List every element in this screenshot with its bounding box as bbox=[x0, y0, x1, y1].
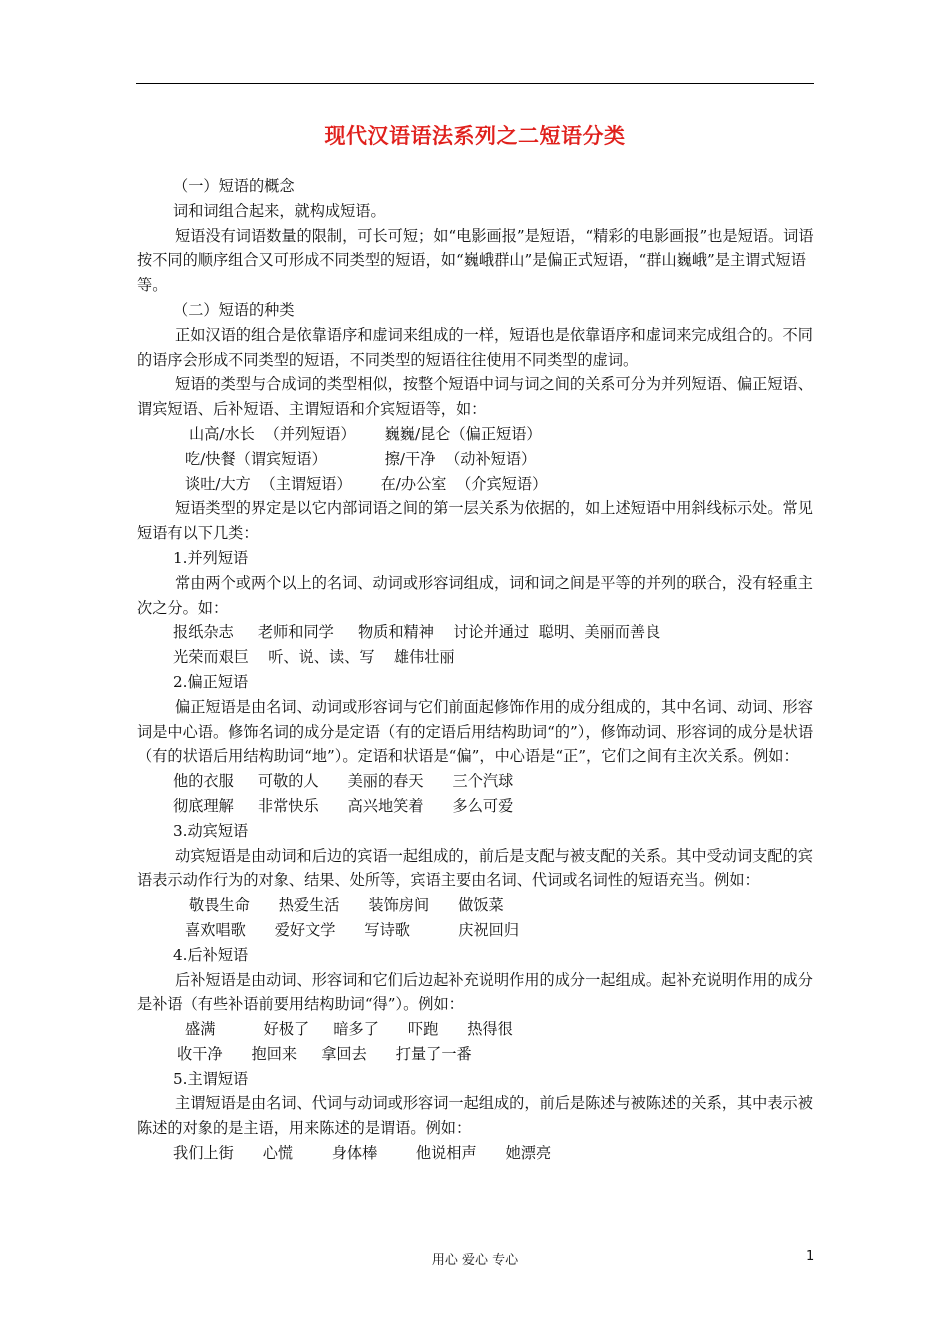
paragraph: 常由两个或两个以上的名词、动词或形容词组成，词和词之间是平等的并列的联合，没有轻重主次之分。如： bbox=[137, 573, 813, 617]
document-title: 现代汉语语法系列之二短语分类 bbox=[324, 124, 626, 148]
example-line: 彻底理解 非常快乐 高兴地笑着 多么可爱 bbox=[173, 796, 514, 815]
section-heading: （一）短语的概念 bbox=[173, 177, 295, 195]
section-heading: （二）短语的种类 bbox=[173, 300, 295, 319]
page-number: 1 bbox=[806, 1249, 815, 1264]
example-line: 谈吐/大方 （主谓短语） 在/办公室 （介宾短语） bbox=[185, 474, 548, 493]
header-rule bbox=[136, 83, 814, 84]
subsection-heading: 3.动宾短语 bbox=[173, 821, 249, 840]
paragraph: 后补短语是由动词、形容词和它们后边起补充说明作用的成分一起组成。起补充说明作用的成分是补语（有些补语前要用结构助词“得”）。例如： bbox=[137, 970, 813, 1014]
paragraph: 动宾短语是由动词和后边的宾语一起组成的，前后是支配与被支配的关系。其中受动词支配的宾语表示动作行为的对象、结果、处所等，宾语主要由名词、代词或名词性的短语充当。例如： bbox=[137, 846, 813, 890]
paragraph: 正如汉语的组合是依靠语序和虚词来组成的一样，短语也是依靠语序和虚词来完成组合的。不同的语序会形成不同类型的短语，不同类型的短语往往使用不同类型的虚词。 bbox=[137, 325, 813, 369]
example-line: 盛满 好极了 暗多了 吓跑 热得很 bbox=[185, 1020, 513, 1039]
example-line: 收干净 抱回来 拿回去 打量了一番 bbox=[177, 1044, 472, 1063]
example-line: 他的衣服 可敬的人 美丽的春天 三个汽球 bbox=[173, 772, 514, 791]
paragraph: 短语的类型与合成词的类型相似，按整个短语中词与词之间的关系可分为并列短语、偏正短语、谓宾短语、后补短语、主谓短语和介宾短语等，如： bbox=[137, 375, 813, 419]
example-line: 喜欢唱歌 爱好文学 写诗歌 庆祝回归 bbox=[185, 920, 520, 939]
example-line: 吃/快餐（谓宾短语） 擦/干净 （动补短语） bbox=[185, 449, 537, 468]
example-line: 敬畏生命 热爱生活 装饰房间 做饭菜 bbox=[189, 896, 504, 915]
paragraph: 短语类型的界定是以它内部词语之间的第一层关系为依据的，如上述短语中用斜线标示处。常见短语有以下几类： bbox=[137, 499, 813, 543]
document-body bbox=[137, 174, 815, 1166]
paragraph: 主谓短语是由名词、代词与动词或形容词一起组成的，前后是陈述与被陈述的关系，其中表示被陈述的对象的是主语，用来陈述的是谓语。例如： bbox=[137, 1094, 813, 1138]
example-line: 光荣而艰巨 听、说、读、写 雄伟壮丽 bbox=[173, 648, 455, 667]
example-line: 我们上街 心慌 身体棒 他说相声 她漂亮 bbox=[173, 1144, 552, 1163]
paragraph: 词和词组合起来，就构成短语。 bbox=[173, 201, 386, 220]
example-line: 报纸杂志 老师和同学 物质和精神 讨论并通过 聪明、美丽而善良 bbox=[173, 623, 661, 642]
subsection-heading: 2.偏正短语 bbox=[173, 672, 249, 691]
paragraph: 偏正短语是由名词、动词或形容词与它们前面起修饰作用的成分组成的，其中名词、动词、形容词是中心语。修饰名词的成分是定语（有的定语后用结构助词“的”），修饰动词、形容词的成分是状语（有的状语后用结构助词“地”）。定语和状语是“偏”，中心语是“正”，它们之间有主次关系。例如： bbox=[137, 697, 814, 766]
subsection-heading: 1.并列短语 bbox=[173, 548, 249, 567]
example-line: 山高/水长 （并列短语） 巍巍/昆仑（偏正短语） bbox=[189, 424, 542, 443]
paragraph: 短语没有词语数量的限制，可长可短；如“电影画报”是短语，“精彩的电影画报”也是短语。词语按不同的顺序组合又可形成不同类型的短语，如“巍峨群山”是偏正式短语，“群山巍峨”是主谓式短语等。 bbox=[137, 226, 814, 295]
page-footer: 用心 爱心 专心 bbox=[431, 1253, 519, 1268]
subsection-heading: 5.主谓短语 bbox=[173, 1069, 249, 1088]
subsection-heading: 4.后补短语 bbox=[173, 945, 249, 964]
